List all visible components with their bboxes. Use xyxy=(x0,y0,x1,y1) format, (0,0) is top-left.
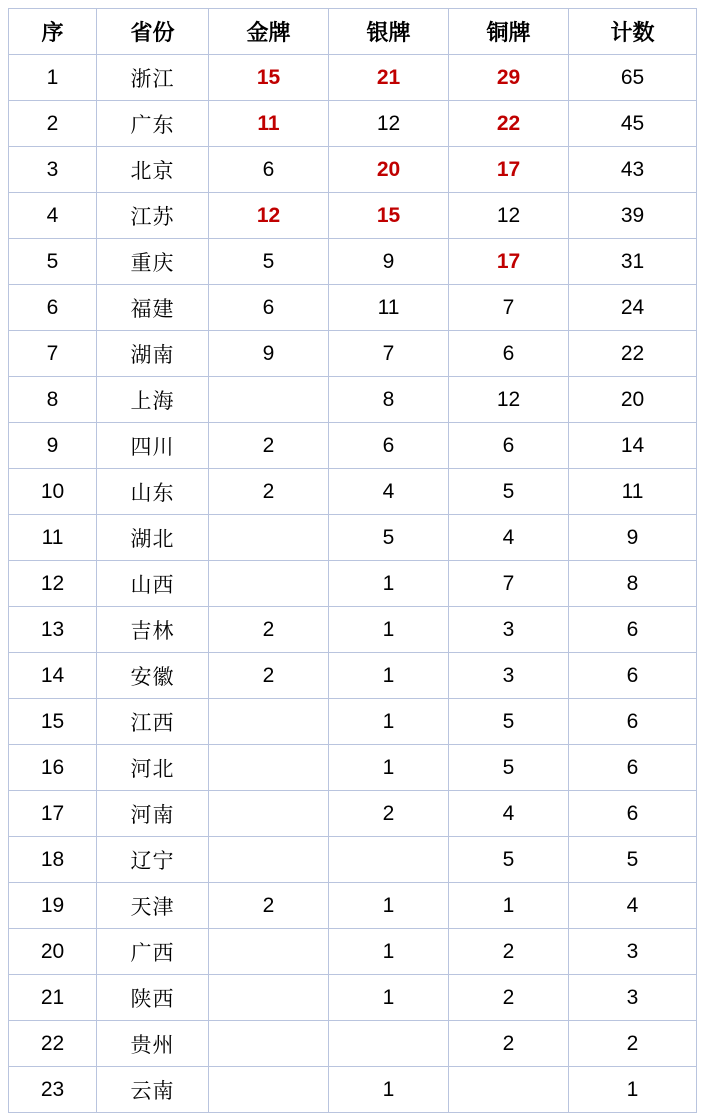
cell-province: 安徽 xyxy=(97,653,209,699)
cell-province: 上海 xyxy=(97,377,209,423)
cell-total: 4 xyxy=(569,883,697,929)
cell-rank: 13 xyxy=(9,607,97,653)
cell-total: 6 xyxy=(569,745,697,791)
cell-province: 云南 xyxy=(97,1067,209,1113)
cell-bronze: 5 xyxy=(449,837,569,883)
cell-bronze: 6 xyxy=(449,331,569,377)
table-row xyxy=(9,929,697,975)
cell-province: 广西 xyxy=(97,929,209,975)
table-body xyxy=(9,55,697,1113)
cell-province: 河北 xyxy=(97,745,209,791)
cell-province: 吉林 xyxy=(97,607,209,653)
cell-silver: 1 xyxy=(329,699,449,745)
table-header-row xyxy=(9,9,697,55)
cell-gold: 2 xyxy=(209,883,329,929)
cell-silver: 1 xyxy=(329,975,449,1021)
cell-total: 8 xyxy=(569,561,697,607)
cell-total: 1 xyxy=(569,1067,697,1113)
cell-total: 65 xyxy=(569,55,697,101)
table-row xyxy=(9,193,697,239)
cell-rank: 16 xyxy=(9,745,97,791)
cell-province: 四川 xyxy=(97,423,209,469)
table-row xyxy=(9,699,697,745)
table-row xyxy=(9,607,697,653)
cell-silver: 12 xyxy=(329,101,449,147)
cell-province: 辽宁 xyxy=(97,837,209,883)
cell-silver xyxy=(329,837,449,883)
cell-gold: 6 xyxy=(209,285,329,331)
cell-silver: 2 xyxy=(329,791,449,837)
cell-province: 山东 xyxy=(97,469,209,515)
table-row xyxy=(9,285,697,331)
cell-gold: 5 xyxy=(209,239,329,285)
cell-silver: 8 xyxy=(329,377,449,423)
cell-rank: 8 xyxy=(9,377,97,423)
cell-silver: 21 xyxy=(329,55,449,101)
cell-gold xyxy=(209,1021,329,1067)
table-row xyxy=(9,745,697,791)
cell-bronze: 6 xyxy=(449,423,569,469)
cell-bronze: 12 xyxy=(449,377,569,423)
cell-gold: 12 xyxy=(209,193,329,239)
cell-gold xyxy=(209,929,329,975)
cell-bronze: 29 xyxy=(449,55,569,101)
cell-silver: 5 xyxy=(329,515,449,561)
cell-silver: 1 xyxy=(329,653,449,699)
table-row xyxy=(9,101,697,147)
table-row xyxy=(9,791,697,837)
cell-total: 5 xyxy=(569,837,697,883)
cell-rank: 19 xyxy=(9,883,97,929)
cell-province: 天津 xyxy=(97,883,209,929)
column-header-silver: 银牌 xyxy=(329,9,449,55)
cell-total: 24 xyxy=(569,285,697,331)
cell-rank: 10 xyxy=(9,469,97,515)
cell-silver: 1 xyxy=(329,1067,449,1113)
cell-total: 9 xyxy=(569,515,697,561)
cell-rank: 9 xyxy=(9,423,97,469)
column-header-gold: 金牌 xyxy=(209,9,329,55)
cell-province: 湖北 xyxy=(97,515,209,561)
cell-gold xyxy=(209,561,329,607)
table-row xyxy=(9,561,697,607)
cell-rank: 20 xyxy=(9,929,97,975)
cell-province: 浙江 xyxy=(97,55,209,101)
cell-province: 山西 xyxy=(97,561,209,607)
cell-bronze: 2 xyxy=(449,1021,569,1067)
cell-rank: 15 xyxy=(9,699,97,745)
cell-total: 6 xyxy=(569,699,697,745)
cell-total: 20 xyxy=(569,377,697,423)
cell-total: 43 xyxy=(569,147,697,193)
cell-bronze: 4 xyxy=(449,791,569,837)
cell-gold xyxy=(209,745,329,791)
cell-province: 河南 xyxy=(97,791,209,837)
cell-gold: 2 xyxy=(209,607,329,653)
cell-bronze: 17 xyxy=(449,147,569,193)
cell-gold xyxy=(209,837,329,883)
table-row xyxy=(9,331,697,377)
column-header-province: 省份 xyxy=(97,9,209,55)
cell-gold xyxy=(209,515,329,561)
cell-rank: 14 xyxy=(9,653,97,699)
table-row xyxy=(9,377,697,423)
cell-province: 福建 xyxy=(97,285,209,331)
cell-total: 11 xyxy=(569,469,697,515)
cell-total: 6 xyxy=(569,653,697,699)
cell-silver: 1 xyxy=(329,607,449,653)
table-row xyxy=(9,55,697,101)
cell-bronze: 7 xyxy=(449,561,569,607)
column-header-rank: 序 xyxy=(9,9,97,55)
cell-bronze: 5 xyxy=(449,469,569,515)
cell-rank: 6 xyxy=(9,285,97,331)
cell-rank: 17 xyxy=(9,791,97,837)
cell-total: 3 xyxy=(569,975,697,1021)
cell-silver: 6 xyxy=(329,423,449,469)
cell-silver xyxy=(329,1021,449,1067)
cell-total: 6 xyxy=(569,791,697,837)
cell-bronze: 4 xyxy=(449,515,569,561)
cell-total: 14 xyxy=(569,423,697,469)
cell-province: 北京 xyxy=(97,147,209,193)
cell-gold xyxy=(209,377,329,423)
cell-rank: 18 xyxy=(9,837,97,883)
table-row xyxy=(9,883,697,929)
cell-silver: 20 xyxy=(329,147,449,193)
cell-gold: 2 xyxy=(209,423,329,469)
cell-province: 江西 xyxy=(97,699,209,745)
table-row xyxy=(9,147,697,193)
cell-gold: 2 xyxy=(209,469,329,515)
cell-gold: 9 xyxy=(209,331,329,377)
cell-bronze: 3 xyxy=(449,653,569,699)
cell-total: 31 xyxy=(569,239,697,285)
column-header-bronze: 铜牌 xyxy=(449,9,569,55)
cell-bronze: 7 xyxy=(449,285,569,331)
cell-rank: 11 xyxy=(9,515,97,561)
cell-gold: 15 xyxy=(209,55,329,101)
cell-silver: 1 xyxy=(329,561,449,607)
table-header xyxy=(9,9,697,55)
cell-rank: 23 xyxy=(9,1067,97,1113)
table-row xyxy=(9,975,697,1021)
cell-total: 22 xyxy=(569,331,697,377)
cell-bronze: 22 xyxy=(449,101,569,147)
table-row xyxy=(9,837,697,883)
cell-gold: 6 xyxy=(209,147,329,193)
cell-silver: 4 xyxy=(329,469,449,515)
cell-gold: 2 xyxy=(209,653,329,699)
cell-rank: 3 xyxy=(9,147,97,193)
cell-province: 贵州 xyxy=(97,1021,209,1067)
cell-total: 3 xyxy=(569,929,697,975)
cell-total: 45 xyxy=(569,101,697,147)
cell-bronze: 3 xyxy=(449,607,569,653)
cell-rank: 2 xyxy=(9,101,97,147)
cell-rank: 12 xyxy=(9,561,97,607)
cell-total: 6 xyxy=(569,607,697,653)
cell-total: 39 xyxy=(569,193,697,239)
table-row xyxy=(9,239,697,285)
cell-bronze: 17 xyxy=(449,239,569,285)
table-row xyxy=(9,653,697,699)
cell-province: 湖南 xyxy=(97,331,209,377)
cell-bronze: 12 xyxy=(449,193,569,239)
cell-bronze: 2 xyxy=(449,975,569,1021)
cell-gold xyxy=(209,791,329,837)
cell-rank: 22 xyxy=(9,1021,97,1067)
cell-rank: 7 xyxy=(9,331,97,377)
table-row xyxy=(9,423,697,469)
cell-total: 2 xyxy=(569,1021,697,1067)
cell-rank: 4 xyxy=(9,193,97,239)
cell-silver: 11 xyxy=(329,285,449,331)
cell-silver: 1 xyxy=(329,883,449,929)
cell-gold xyxy=(209,975,329,1021)
cell-province: 重庆 xyxy=(97,239,209,285)
table-row xyxy=(9,469,697,515)
cell-province: 陕西 xyxy=(97,975,209,1021)
cell-gold xyxy=(209,699,329,745)
cell-rank: 1 xyxy=(9,55,97,101)
cell-bronze: 2 xyxy=(449,929,569,975)
cell-silver: 15 xyxy=(329,193,449,239)
cell-silver: 1 xyxy=(329,745,449,791)
cell-bronze: 5 xyxy=(449,699,569,745)
column-header-total: 计数 xyxy=(569,9,697,55)
table-row xyxy=(9,1021,697,1067)
cell-gold: 11 xyxy=(209,101,329,147)
cell-rank: 5 xyxy=(9,239,97,285)
cell-silver: 9 xyxy=(329,239,449,285)
table-row xyxy=(9,515,697,561)
cell-bronze: 5 xyxy=(449,745,569,791)
cell-province: 广东 xyxy=(97,101,209,147)
cell-silver: 1 xyxy=(329,929,449,975)
cell-rank: 21 xyxy=(9,975,97,1021)
medal-standings-table xyxy=(8,8,697,1113)
cell-silver: 7 xyxy=(329,331,449,377)
cell-bronze: 1 xyxy=(449,883,569,929)
cell-province: 江苏 xyxy=(97,193,209,239)
